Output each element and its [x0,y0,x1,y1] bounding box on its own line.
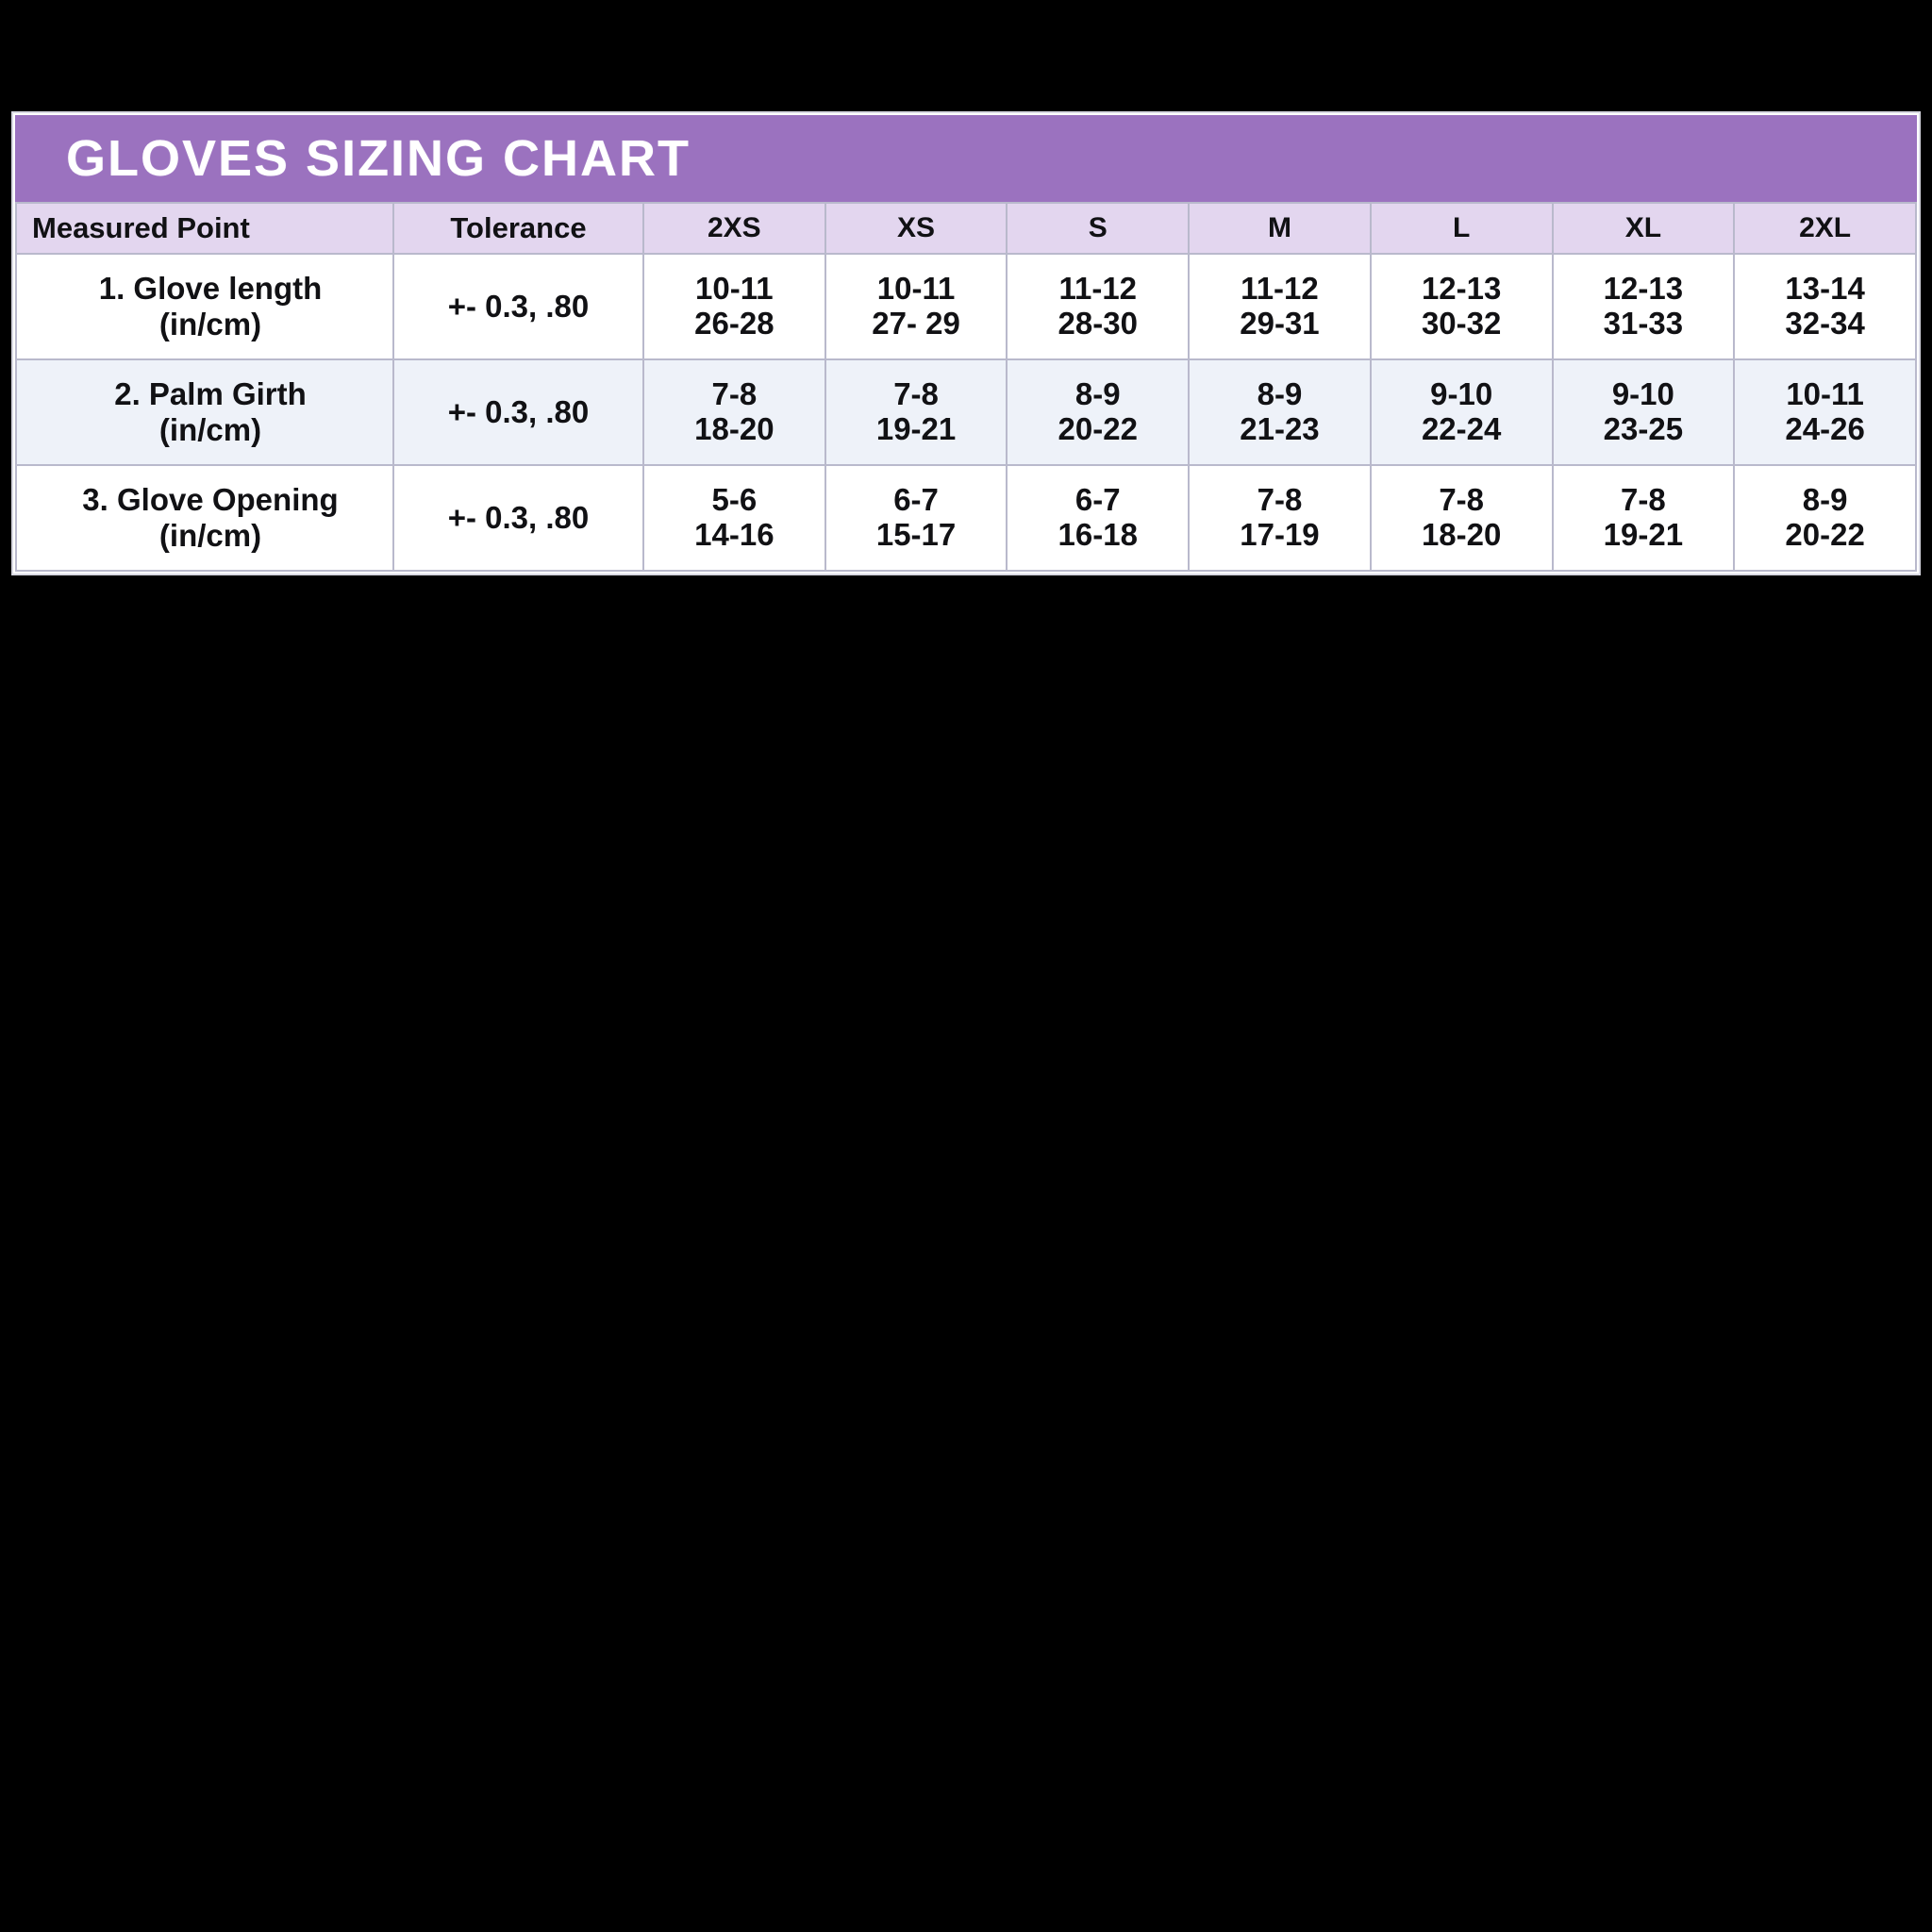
row-unit-text: (in/cm) [158,307,262,341]
cell-glove-opening-m [1189,465,1371,571]
cell-glove-opening-s [1007,465,1189,571]
cell-cm: 19-21 [875,411,957,446]
cell-inches: 5-6 [711,482,758,518]
cell-glove-length-s [1007,254,1189,359]
column-header-l: L [1371,203,1553,254]
cell-glove-length-2xl [1734,254,1916,359]
cell-palm-girth-2xl [1734,359,1916,465]
table-row [16,254,1916,359]
cell-inches: 11-12 [1241,271,1319,307]
cell-glove-opening-xs [825,465,1008,571]
cell-inches: 8-9 [1257,376,1303,412]
row-label-text: 3. Glove Opening [82,482,339,518]
table-row [16,359,1916,465]
row-label-glove-length [16,254,393,359]
cell-cm: 20-22 [1058,411,1138,446]
cell-inches: 13-14 [1785,271,1865,307]
table-header [16,203,1916,254]
table-body [16,254,1916,571]
cell-glove-opening-2xs [643,465,825,571]
cell-inches: 7-8 [1439,482,1485,518]
cell-cm: 18-20 [1421,517,1502,552]
row-tolerance: +- 0.3, .80 [393,359,643,465]
cell-inches: 12-13 [1421,271,1502,307]
cell-cm: 17-19 [1240,517,1320,552]
cell-inches: 10-11 [876,271,956,307]
row-tolerance: +- 0.3, .80 [393,465,643,571]
row-label-text: 2. Palm Girth [114,376,307,412]
cell-cm: 16-18 [1058,517,1138,552]
cell-cm: 31-33 [1603,306,1684,341]
chart-title-bar [15,115,1917,202]
column-header-xs: XS [825,203,1008,254]
cell-cm: 18-20 [694,411,774,446]
cell-inches: 7-8 [1621,482,1666,518]
sizing-table [15,202,1917,572]
cell-cm: 23-25 [1603,411,1684,446]
cell-palm-girth-m [1189,359,1371,465]
cell-palm-girth-s [1007,359,1189,465]
row-label-glove-opening [16,465,393,571]
cell-palm-girth-2xs [643,359,825,465]
cell-palm-girth-l [1371,359,1553,465]
column-header-measured-point: Measured Point [16,203,393,254]
column-header-s: S [1007,203,1189,254]
cell-inches: 11-12 [1058,271,1138,307]
table-row [16,465,1916,571]
chart-title: GLOVES SIZING CHART [66,130,691,187]
cell-inches: 7-8 [711,376,758,412]
cell-inches: 12-13 [1603,271,1684,307]
cell-cm: 19-21 [1603,517,1684,552]
column-header-tolerance: Tolerance [393,203,643,254]
cell-inches: 7-8 [893,376,939,412]
gloves-sizing-chart [11,111,1921,575]
cell-cm: 22-24 [1421,411,1502,446]
cell-cm: 24-26 [1785,411,1865,446]
row-label-text: 1. Glove length [98,271,323,307]
cell-cm: 30-32 [1421,306,1502,341]
cell-inches: 10-11 [695,271,774,307]
cell-cm: 27- 29 [872,306,960,341]
row-tolerance: +- 0.3, .80 [393,254,643,359]
cell-inches: 9-10 [1430,376,1493,412]
cell-inches: 7-8 [1257,482,1303,518]
cell-glove-opening-l [1371,465,1553,571]
cell-glove-length-l [1371,254,1553,359]
cell-cm: 28-30 [1058,306,1138,341]
cell-cm: 14-16 [694,517,774,552]
cell-inches: 6-7 [1074,482,1121,518]
cell-palm-girth-xl [1553,359,1735,465]
column-header-xl: XL [1553,203,1735,254]
cell-glove-length-2xs [643,254,825,359]
cell-cm: 15-17 [875,517,957,552]
column-header-2xl: 2XL [1734,203,1916,254]
cell-cm: 26-28 [694,306,774,341]
cell-inches: 8-9 [1074,376,1121,412]
cell-palm-girth-xs [825,359,1008,465]
column-header-2xs: 2XS [643,203,825,254]
cell-glove-length-m [1189,254,1371,359]
cell-inches: 6-7 [893,482,939,518]
row-unit-text: (in/cm) [158,412,262,447]
row-unit-text: (in/cm) [158,518,262,553]
cell-cm: 29-31 [1240,306,1320,341]
cell-cm: 32-34 [1785,306,1865,341]
cell-cm: 20-22 [1785,517,1865,552]
table-header-row [16,203,1916,254]
cell-inches: 10-11 [1786,376,1864,412]
row-label-palm-girth [16,359,393,465]
cell-glove-opening-xl [1553,465,1735,571]
cell-glove-length-xs [825,254,1008,359]
cell-inches: 8-9 [1802,482,1848,518]
cell-glove-length-xl [1553,254,1735,359]
column-header-m: M [1189,203,1371,254]
cell-inches: 9-10 [1611,376,1674,412]
cell-glove-opening-2xl [1734,465,1916,571]
cell-cm: 21-23 [1240,411,1320,446]
